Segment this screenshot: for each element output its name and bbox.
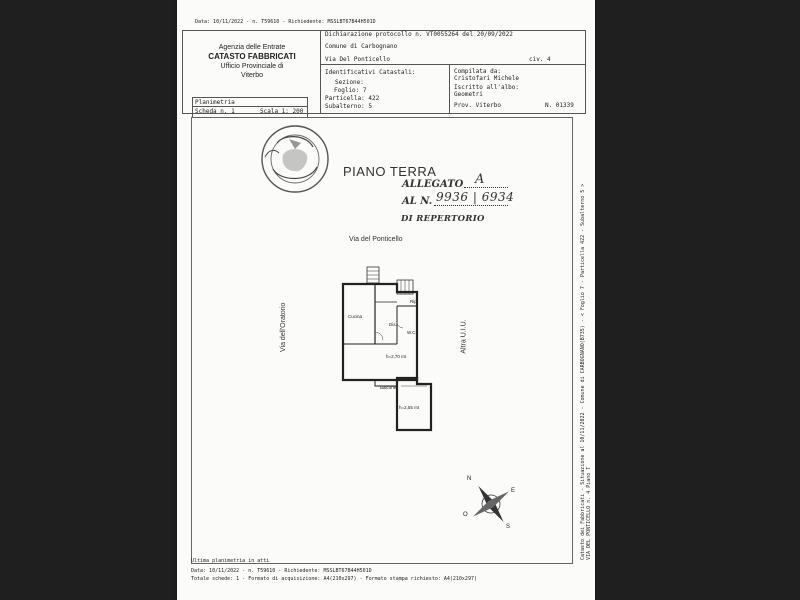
compass-rose-icon: [461, 474, 521, 534]
planimetria-scala: Scala 1: 200: [260, 108, 304, 115]
footer-ultima: Ultima planimetria in atti: [191, 558, 270, 564]
identificativi-particella: Particella: 422: [325, 95, 380, 102]
header-row-divider: [320, 64, 585, 65]
compass-s: S: [506, 524, 511, 530]
room-cucina: Cucina: [348, 314, 363, 319]
street-top-label: Via del Ponticello: [349, 236, 403, 243]
repertorio-label: DI REPERTORIO: [401, 214, 485, 224]
identificativi-sezione: Sezione:: [335, 79, 364, 86]
compilata-prov: Prov. Viterbo: [454, 102, 501, 109]
room-height-2: h=2,55 mt: [399, 405, 420, 410]
planimetria-scheda: Scheda n. 1: [195, 108, 235, 115]
compilata-iscritto: Iscritto all'albo:: [454, 84, 520, 91]
compilata-title: Compilata da:: [454, 68, 501, 75]
planimetria-divider: [192, 106, 307, 107]
compilata-name: Cristofari Michele: [454, 75, 520, 82]
allegato-label: ALLEGATO: [402, 179, 464, 190]
header-col-divider: [449, 64, 450, 113]
agency-block: [187, 44, 317, 80]
floor-title: PIANO TERRA: [343, 164, 437, 179]
declaration-protocol: Dichiarazione protocollo n. VT0055264 del 20/09/2022: [325, 31, 513, 38]
identificativi-title: Identificativi Catastali:: [325, 69, 416, 76]
agency-name: Agenzia delle Entrate: [218, 44, 286, 51]
footer-schede-line: Totale schede: 1 - Formato di acquisizione: A4(210x297) - Formato stampa richiesto: A4(210x297): [191, 576, 477, 582]
declaration-comune: Comune di Carbognano: [325, 43, 398, 50]
allegato-handwritten: A: [475, 172, 485, 187]
identificativi-subalterno: Subalterno: 5: [325, 103, 372, 110]
identificativi-foglio: Foglio: 7: [334, 87, 367, 94]
cadastral-document-page: [177, 0, 595, 600]
street-right-label: Altra U.I.U.: [460, 319, 468, 354]
compilata-albo: Geometri: [454, 91, 483, 98]
side-situation-text: Catasto dei Fabbricati - Situazione al 10/11/2022 - Comune di CARBOGNANO(B735) - < Foglio 7 - Particella 422 - Subalterno 5 > VIA DEL PONTICELLO n. 4 Piano T: [580, 183, 592, 560]
agency-city: Viterbo: [240, 72, 264, 79]
floor-plan: [335, 262, 445, 440]
al-n-label: AL N.: [402, 196, 433, 207]
al-n-dotted-line: [434, 205, 508, 206]
al-n-handwritten: 9936 | 6934: [436, 190, 515, 204]
footer-data-line: Data: 10/11/2022 - n. T59610 - Richiedente: MSSLBT67B44H501D: [191, 568, 372, 574]
street-left-label: Via dell'Oratorio: [280, 302, 287, 352]
room-disimpegno: Dis.: [389, 322, 397, 327]
room-balcone: Balcone: [380, 385, 397, 390]
compass-e: E: [511, 488, 516, 494]
room-height-1: h=2,70 mt: [386, 354, 407, 359]
compass-o: O: [463, 512, 468, 518]
header-divider: [320, 30, 321, 113]
official-seal-stamp: [255, 119, 335, 199]
agency-catasto: CATASTO FABBRICATI: [208, 52, 296, 61]
compass-n: N: [467, 476, 472, 482]
declaration-civic: civ. 4: [529, 56, 551, 63]
room-ripostiglio: Rip.: [410, 299, 419, 304]
allegato-dotted-line: [464, 187, 508, 188]
header-request-line: Data: 10/11/2022 - n. T59610 - Richiedente: MSSLBT67B44H501D: [195, 19, 376, 25]
declaration-address: Via Del Ponticello: [325, 56, 391, 63]
room-wc: W.C.: [407, 330, 417, 335]
agency-office: Ufficio Provinciale di: [220, 63, 284, 70]
compilata-numero: N. 01339: [545, 102, 574, 109]
planimetria-label: Planimetria: [195, 99, 235, 106]
